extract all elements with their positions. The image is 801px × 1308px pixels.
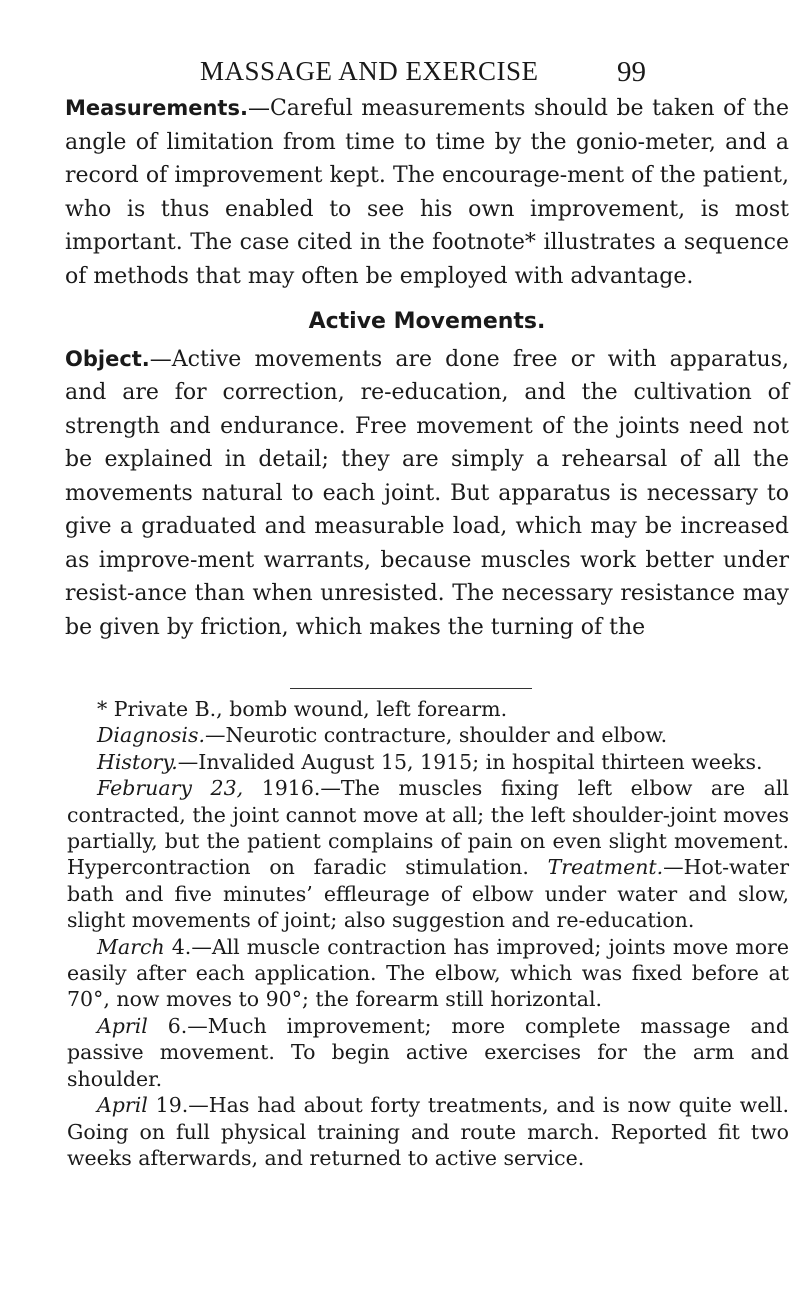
measurements-heading: Measurements. [65, 96, 248, 120]
footnote-diagnosis-text: —Neurotic contracture, shoulder and elbow. [205, 723, 668, 748]
footnote-history-text: —Invalided August 15, 1915; in hospital thirteen weeks. [177, 749, 763, 774]
footnote-march-text: 4.—All muscle contraction has improved; joints move more easily after each application. The elbow, which was fixed before at 70°, now moves to 90°; the forearm still horizontal. [67, 934, 789, 1012]
footnote-april-19-text: 19.—Has had about forty treatments, and is now quite well. Going on full physical training and route march. Reported fit two weeks afterwards, and returned to active service. [67, 1093, 789, 1170]
footnote-treatment-label: Treatment. [547, 855, 664, 880]
footnote-diagnosis [67, 722, 789, 748]
footnote-april-6 [67, 1013, 789, 1092]
running-title: MASSAGE AND EXERCISE [200, 56, 539, 86]
footnote-february [67, 775, 789, 933]
footnote-treatment-text: —Hot-water bath and five minutes’ effleurage of elbow under water and slow, slight movements of joint; also suggestion and re-education. [67, 855, 789, 933]
footnote-april-6-label: April [97, 1013, 148, 1038]
footnote-history [67, 749, 789, 775]
footnote-rule [290, 688, 532, 689]
footnote-history-label: History. [97, 749, 178, 774]
measurements-text: —Careful measurements should be taken of the angle of limitation from time to time by the gonio-meter, and a record of improvement kept. The encourage-ment of the patient, who is thus enabled to see his own improvement, is most important. The case cited in the footnote* illustrates a sequence of methods that may often be employed with advantage. [65, 96, 789, 289]
footnote-diagnosis-label: Diagnosis. [97, 723, 205, 748]
footnote-february-text: 1916.—The muscles fixing left elbow are all contracted, the joint cannot move at all; the left shoulder-joint moves partially, but the patient complains of pain on even slight movement. Hypercontraction on faradic stimulation. [67, 776, 789, 880]
active-movements-heading: Active Movements. [308, 309, 546, 334]
footnote-april-19-label: April [97, 1093, 148, 1118]
main-text [65, 92, 789, 644]
footnote-april-6-text: 6.—Much improvement; more complete massage and passive movement. To begin active exercises for the arm and shoulder. [67, 1013, 789, 1091]
object-label: Object. [65, 346, 150, 371]
footnote-march-label: March [97, 934, 165, 959]
footnote-case: * Private B., bomb wound, left forearm. [97, 697, 508, 721]
footnote [67, 696, 789, 1171]
footnote-march [67, 934, 789, 1013]
object-text: —Active movements are done free or with apparatus, and are for correction, re-education, and the cultivation of strength and endurance. Free movement of the joints need not be explained in detail; they are simply a rehearsal of all the movements natural to each joint. But apparatus is necessary to give a graduated and measurable load, which may be increased as improve-ment warrants, because muscles work better under resist-ance than when unresisted. The necessary resistance may be given by friction, which makes the turning of the [65, 346, 789, 640]
running-head [0, 56, 801, 96]
page-number: 99 [617, 56, 646, 88]
footnote-february-label: February 23, [97, 776, 244, 801]
footnote-april-19 [67, 1092, 789, 1171]
object-paragraph [65, 343, 789, 645]
measurements-paragraph [65, 92, 789, 293]
